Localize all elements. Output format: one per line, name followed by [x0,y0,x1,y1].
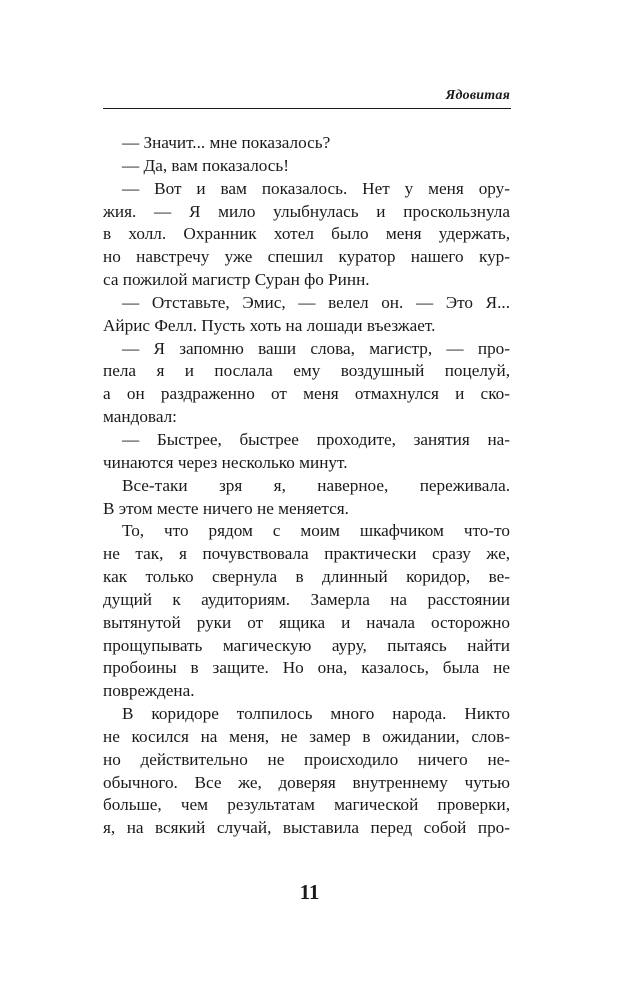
text-line: То, что рядом с моим шкафчиком что-то [122,521,510,541]
text-line: пробоины в защите. Но она, казалось, была не [103,658,510,678]
page-number: 11 [299,880,320,904]
text-line: — Да, вам показалось! [122,155,289,175]
body-text [103,132,510,840]
text-line: прощупывать магическую ауру, пытаясь найти [103,635,510,655]
text-line: — Я запомню ваши слова, магистр, — про- [122,338,510,358]
header-rule [103,108,511,109]
text-line: вытянутой руки от ящика и начала осторожно [103,612,510,632]
text-line: — Вот и вам показалось. Нет у меня ору- [122,178,510,198]
text-line: — Быстрее, быстрее проходите, занятия на- [122,429,510,449]
text-line: — Значит... мне показалось? [122,133,331,152]
text-line: больше, чем результатам магической проверки, [103,795,510,815]
text-line: са пожилой магистр Суран фо Ринн. [103,270,370,290]
text-line: — Отставьте, Эмис, — велел он. — Это Я... [122,292,510,312]
text-line: дущий к аудиториям. Замерла на расстоянии [103,589,510,609]
text-line: жия. — Я мило улыбнулась и проскользнула [103,201,510,221]
text-line: Айрис Фелл. Пусть хоть на лошади въезжает. [103,315,436,335]
running-title: Ядовитая [445,88,510,103]
text-line: В коридоре толпилось много народа. Никто [122,704,510,724]
text-line: в холл. Охранник хотел было меня удержать, [103,224,510,244]
text-line: я, на всякий случай, выставила перед собой про- [103,818,510,838]
text-line: повреждена. [103,681,195,701]
text-line: не так, я почувствовала практически сразу же, [103,544,510,564]
text-line: но навстречу уже спешил куратор нашего кур- [103,247,510,267]
text-line: В этом месте ничего не меняется. [103,498,349,518]
text-line: Все-таки зря я, наверное, переживала. [122,475,510,495]
text-line: чинаются через несколько минут. [103,452,348,472]
text-line: обычного. Все же, доверяя внутреннему чутью [103,772,510,792]
text-line: а он раздраженно от меня отмахнулся и ско- [103,384,510,404]
text-line: мандовал: [103,407,177,427]
text-line: как только свернула в длинный коридор, ве- [103,567,510,587]
text-line: но действительно не происходило ничего не- [103,749,510,769]
text-line: пела я и послала ему воздушный поцелуй, [103,361,510,381]
text-line: не косился на меня, не замер в ожидании, слов- [103,726,510,746]
